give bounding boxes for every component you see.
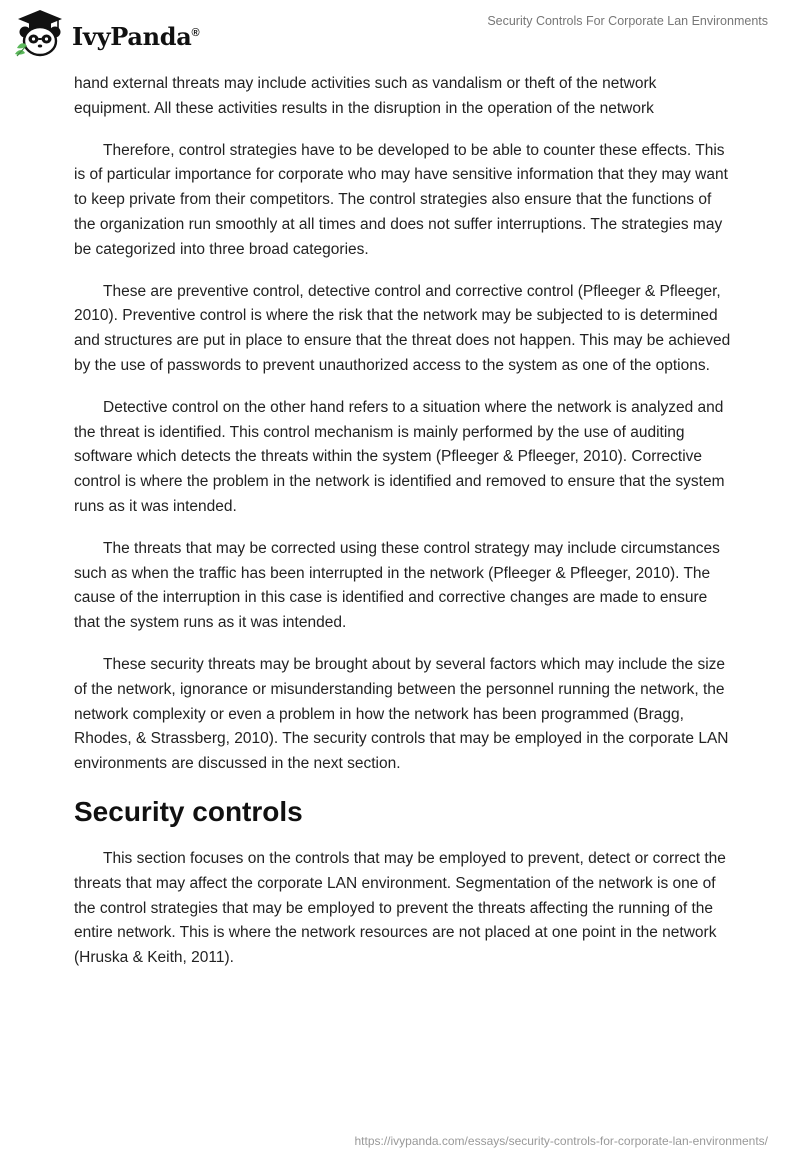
- section-paragraph: This section focuses on the controls that may be employed to prevent, detect or correct the threats that may affect the corporate LAN environment. Segmentation of the network is one of the control strategies that may be employed to prevent the threats affecting the running of the entire network. This is where the network resources are not placed at one point in the network (Hruska & Keith, 2011).: [74, 849, 726, 967]
- document-title: Security Controls For Corporate Lan Environments: [487, 14, 768, 28]
- essay-body: [74, 72, 734, 988]
- paragraph: These security threats may be brought about by several factors which may include the size of the network, ignorance or misunderstanding between the personnel running the network, the network complexity or even a problem in how the network has been programmed (Bragg, Rhodes, & Strassberg, 2010). The security controls that may be employed in the corporate LAN environments are discussed in the next section.: [74, 655, 729, 773]
- paragraph: Detective control on the other hand refers to a situation where the network is analyzed and the threat is identified. This control mechanism is mainly performed by the use of auditing software which detects the threats within the system (Pfleeger & Pfleeger, 2010). Corrective control is where the problem in the network is identified and removed to ensure that the system runs as it was intended.: [74, 398, 725, 515]
- registered-mark: ®: [191, 26, 200, 39]
- source-url[interactable]: https://ivypanda.com/essays/security-controls-for-corporate-lan-environments/: [354, 1134, 768, 1148]
- brand-name: IvyPanda®: [72, 21, 200, 51]
- page-header: [0, 0, 800, 70]
- section-heading: Security controls: [74, 795, 303, 827]
- brand-logo[interactable]: [14, 8, 199, 60]
- paragraph: These are preventive control, detective control and corrective control (Pfleeger & Pfleeger, 2010). Preventive control is where the risk that the network may be subjected to is determined and structures are put in place to ensure that the threat does not happen. This may be achieved by the use of passwords to prevent unauthorized access to the system as one of the options.: [74, 282, 731, 374]
- paragraph: The threats that may be corrected using these control strategy may include circumstances such as when the traffic has been interrupted in the network (Pfleeger & Pfleeger, 2010). The cause of the interruption in this case is identified and corrective changes are made to ensure that the system runs as it was intended.: [74, 539, 720, 632]
- paragraph-continued: hand external threats may include activities such as vandalism or theft of the network equipment. All these activities results in the disruption in the operation of the network: [74, 75, 657, 117]
- paragraph: Therefore, control strategies have to be developed to be able to counter these effects. This is of particular importance for corporate who may have sensitive information that they may want to keep private from their competitors. The control strategies also ensure that the functions of the organization run smoothly at all times and does not suffer interruptions. The strategies may be categorized into three broad categories.: [74, 141, 728, 258]
- panda-graduate-icon: [14, 8, 66, 60]
